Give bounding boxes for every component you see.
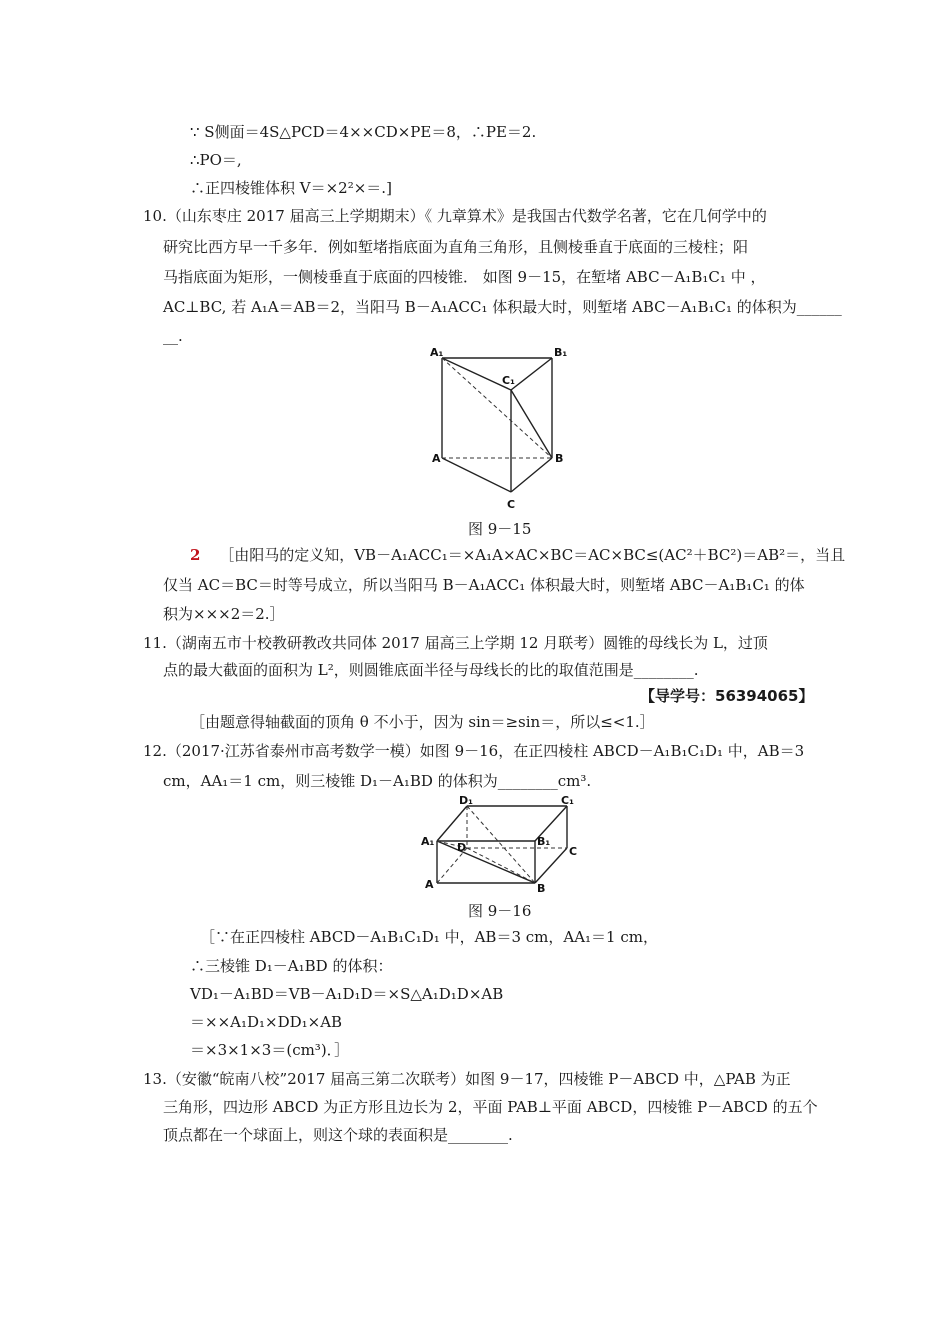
- fig16-label-c1: C₁: [561, 794, 574, 807]
- fig15-label-a: A: [432, 452, 441, 465]
- sol9-line-1: ∵ S侧面＝4S△PCD＝4××CD×PE＝8，∴PE＝2.: [190, 123, 537, 141]
- q12-solution-line-5: ＝×3×1×3＝(cm³)．］: [190, 1041, 350, 1059]
- q10-solution-line-2: 仅当 AC＝BC＝时等号成立，所以当阳马 B－A₁ACC₁ 体积最大时，则堑堵 ABC－A₁B₁C₁ 的体: [163, 576, 805, 594]
- q12-line-2: cm，AA₁＝1 cm，则三棱锥 D₁－A₁BD 的体积为________cm³.: [163, 772, 592, 790]
- q12-solution-line-3: VD₁－A₁BD＝VB－A₁D₁D＝×S△A₁D₁D×AB: [190, 985, 504, 1003]
- fig15-label-c: C: [507, 498, 516, 511]
- q11-reference-number: 【导学号：56394065】: [640, 687, 814, 705]
- fig16-label-d: D: [457, 841, 467, 854]
- q10-line-4: AC⊥BC, 若 A₁A＝AB＝2，当阳马 B－A₁ACC₁ 体积最大时，则堑堵 ABC－A₁B₁C₁ 的体积为______: [163, 298, 842, 316]
- q11-solution: ［由题意得轴截面的顶角 θ 不小于，因为 sin＝≥sin＝，所以≤<1.］: [190, 713, 655, 731]
- figure-9-15-caption: 图 9－15: [468, 520, 532, 538]
- q12-solution-line-4: ＝××A₁D₁×DD₁×AB: [190, 1013, 343, 1031]
- fig15-label-b: B: [555, 452, 564, 465]
- q10-solution-line-3: 积为×××2＝2.］: [163, 605, 285, 623]
- fig16-label-b: B: [537, 882, 546, 895]
- q10-solution-text: ［由阳马的定义知，VB－A₁ACC₁＝×A₁A×AC×BC＝AC×BC≤(AC²＋BC²)＝AB²＝，当且: [219, 546, 846, 564]
- q10-line-1: 10.（山东枣庄 2017 届高三上学期期末）《 九章算术》是我国古代数学名著，它在几何学中的: [143, 207, 767, 225]
- q13-line-2: 三角形，四边形 ABCD 为正方形且边长为 2，平面 PAB⊥平面 ABCD，四棱锥 P－ABCD 的五个: [163, 1098, 818, 1116]
- figure-9-15: [420, 340, 580, 515]
- q13-line-1: 13.（安徽“皖南八校”2017 届高三第二次联考）如图 9－17，四棱锥 P－ABCD 中，△PAB 为正: [143, 1070, 791, 1088]
- figure-9-16-caption: 图 9－16: [468, 902, 532, 920]
- sol9-line-3: ∴正四棱锥体积 V＝×2²×＝.]: [190, 179, 392, 197]
- q12-solution-line-1: ［∵在正四棱柱 ABCD－A₁B₁C₁D₁ 中，AB＝3 cm，AA₁＝1 cm，: [200, 928, 658, 946]
- q10-solution-line-1: [190, 545, 845, 565]
- q11-line-2: 点的最大截面的面积为 L²，则圆锥底面半径与母线长的比的取值范围是________.: [163, 661, 699, 679]
- figure-9-16: [415, 793, 585, 898]
- q10-line-5: __.: [163, 327, 183, 345]
- fig16-label-c: C: [569, 845, 578, 858]
- fig15-label-a1: A₁: [430, 346, 444, 359]
- q11-line-1: 11.（湖南五市十校教研教改共同体 2017 届高三上学期 12 月联考）圆锥的母线长为 L，过顶: [143, 634, 768, 652]
- q10-answer: 2: [190, 546, 201, 564]
- fig16-label-a1: A₁: [421, 835, 435, 848]
- fig16-label-a: A: [425, 878, 434, 891]
- q13-line-3: 顶点都在一个球面上，则这个球的表面积是________.: [163, 1126, 513, 1144]
- q12-solution-line-2: ∴三棱锥 D₁－A₁BD 的体积：: [190, 957, 393, 975]
- q10-line-3: 马指底面为矩形，一侧棱垂直于底面的四棱锥． 如图 9－15，在堑堵 ABC－A₁B₁C₁ 中 ，: [163, 268, 766, 286]
- sol9-line-2: ∴PO＝,: [190, 151, 242, 169]
- fig16-label-b1: B₁: [537, 835, 551, 848]
- fig15-label-b1: B₁: [554, 346, 568, 359]
- q10-line-2: 研究比西方早一千多年．例如堑堵指底面为直角三角形，且侧棱垂直于底面的三棱柱；阳: [163, 238, 749, 256]
- q12-line-1: 12.（2017·江苏省泰州市高考数学一模）如图 9－16，在正四棱柱 ABCD－A₁B₁C₁D₁ 中，AB＝3: [143, 742, 805, 760]
- fig15-label-c1: C₁: [502, 374, 515, 387]
- fig16-label-d1: D₁: [459, 794, 473, 807]
